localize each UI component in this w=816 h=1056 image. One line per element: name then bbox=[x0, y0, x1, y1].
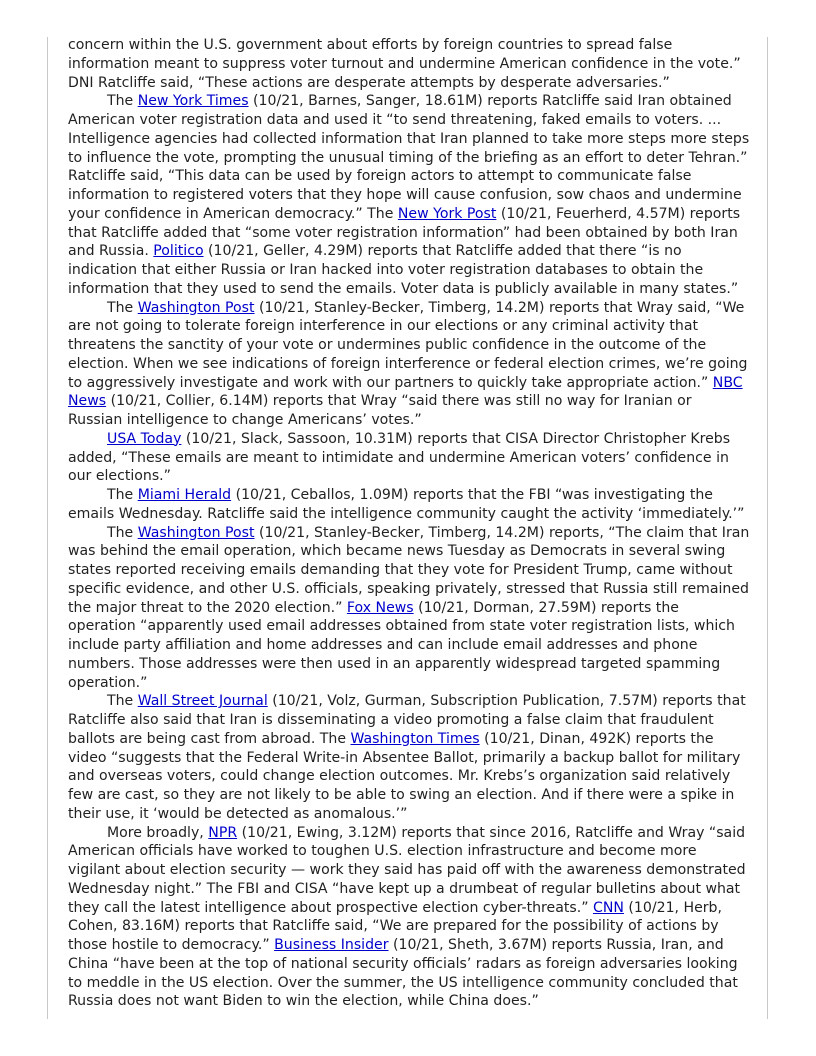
paragraph-text: (10/21, Ceballos, 1.09M) reports that the FBI “was investigating the emails Wednesday. Ratcliffe said the intelligence community caught the activity ‘immediately.’” bbox=[68, 487, 745, 522]
source-link[interactable]: Washington Times bbox=[350, 730, 480, 747]
paragraph bbox=[68, 524, 750, 693]
paragraph-text: (10/21, Ewing, 3.12M) reports that since 2016, Ratcliffe and Wray “said American officials have worked to toughen U.S. election infrastructure and become more vigilant about election security — work they said has paid off with the awareness demonstrated Wednesday night.” The FBI and CISA “have kept up a drumbeat of regular bulletins about what they call the latest intelligence about prospective election cyber-threats.” bbox=[68, 824, 746, 916]
paragraph-text: (10/21, Feuerherd, 4.57M) reports that Ratcliffe added that “some voter registration information” had been obtained by both Iran and Russia. bbox=[68, 205, 741, 260]
paragraph-text: The bbox=[107, 299, 138, 316]
document-body bbox=[68, 36, 750, 1011]
paragraph bbox=[68, 486, 750, 524]
paragraph-text: (10/21, Dinan, 492K) reports the video “suggests that the Federal Write-in Absentee Ballot, primarily a backup ballot for military and overseas voters, could change election outcomes. Mr. Krebs’s organization said relatively few are cast, so they are not likely to be able to swing an election. And if there were a spike in their use, it ‘would be detected as anomalous.’” bbox=[68, 730, 741, 822]
paragraph-text: (10/21, Geller, 4.29M) reports that Ratcliffe added that there “is no indication that either Russia or Iran hacked into voter registration databases to obtain the information that they used to send the emails. Voter data is publicly available in many states.” bbox=[68, 243, 739, 297]
paragraph-text: The bbox=[107, 93, 138, 110]
paragraph bbox=[68, 92, 750, 298]
source-link[interactable]: New York Post bbox=[397, 205, 497, 222]
source-link[interactable]: Wall Street Journal bbox=[137, 693, 268, 710]
source-link[interactable]: Business Insider bbox=[274, 937, 389, 953]
paragraph-text: The bbox=[107, 693, 138, 710]
source-link[interactable]: NPR bbox=[208, 824, 238, 841]
paragraph-text: The bbox=[107, 487, 138, 503]
paragraph-text: (10/21, Stanley-Becker, Timberg, 14.2M) reports, “The claim that Iran was behind the email operation, which became news Tuesday as Democrats in several swing states reported receiving emails demanding that they vote for President Trump, came without specific evidence, and other U.S. officials, speaking privately, stressed that Russia still remained the major threat to the 2020 election.” bbox=[68, 524, 750, 616]
source-link[interactable]: Washington Post bbox=[137, 524, 255, 541]
paragraph-text: (10/21, Collier, 6.14M) reports that Wray “said there was still no way for Iranian or Russian intelligence to change Americans’ votes.” bbox=[68, 393, 692, 428]
paragraph bbox=[68, 692, 750, 823]
paragraph bbox=[68, 824, 750, 1012]
source-link[interactable]: NBC News bbox=[68, 374, 743, 410]
paragraph-text: (10/21, Herb, Cohen, 83.16M) reports that Ratcliffe said, “We are prepared for the possibility of actions by those hostile to democracy.” bbox=[68, 899, 722, 953]
source-link[interactable]: Politico bbox=[153, 243, 204, 260]
paragraph bbox=[68, 36, 750, 92]
paragraph bbox=[68, 430, 750, 486]
right-margin-rule bbox=[767, 37, 768, 1019]
source-link[interactable]: CNN bbox=[593, 899, 624, 916]
paragraph-text: (10/21, Slack, Sassoon, 10.31M) reports that CISA Director Christopher Krebs added, “These emails are meant to intimidate and undermine American voters’ confidence in our elections.” bbox=[68, 430, 731, 485]
paragraph-text: (10/21, Barnes, Sanger, 18.61M) reports Ratcliffe said Iran obtained American voter registration data and used it “to send threatening, faked emails to voters. ... Intelligence agencies had collected information that Iran planned to take more steps more steps to influence the vote, prompting the unusual timing of the briefing as an effort to deter Tehran.” Ratcliffe said, “This data can be used by foreign actors to attempt to communicate false information to registered voters that they hope will cause confusion, sow chaos and undermine your confidence in American democracy.” The bbox=[68, 93, 750, 222]
paragraph-text: The bbox=[107, 524, 138, 541]
source-link[interactable]: Washington Post bbox=[137, 299, 255, 316]
source-link[interactable]: New York Times bbox=[137, 93, 249, 110]
source-link[interactable]: Miami Herald bbox=[137, 487, 232, 503]
paragraph-text: (10/21, Volz, Gurman, Subscription Publication, 7.57M) reports that Ratcliffe also said that Iran is disseminating a video promoting a false claim that fraudulent ballots are being cast from abroad. The bbox=[68, 693, 746, 747]
paragraph-text: (10/21, Sheth, 3.67M) reports Russia, Iran, and China “have been at the top of national security officials’ radars as foreign adversaries looking to meddle in the US election. Over the summer, the US intelligence community concluded that Russia does not want Biden to win the election, while China does.” bbox=[68, 937, 738, 1010]
left-margin-rule bbox=[47, 37, 48, 1019]
source-link[interactable]: USA Today bbox=[107, 430, 182, 447]
paragraph-text: concern within the U.S. government about efforts by foreign countries to spread false information meant to suppress voter turnout and undermine American confidence in the vote.” DNI Ratcliffe said, “These actions are desperate attempts by desperate adversaries.” bbox=[68, 37, 741, 91]
paragraph-text: More broadly, bbox=[107, 824, 209, 841]
paragraph bbox=[68, 299, 750, 430]
paragraph-text: (10/21, Dorman, 27.59M) reports the operation “apparently used email addresses obtained from state voter registration lists, which include party affiliation and home addresses and can include email addresses and phone numbers. Those addresses were then used in an apparently widespread targeted spamming operation.” bbox=[68, 599, 735, 691]
source-link[interactable]: Fox News bbox=[346, 599, 414, 616]
paragraph-text: (10/21, Stanley-Becker, Timberg, 14.2M) reports that Wray said, “We are not going to tolerate foreign interference in our elections or any criminal activity that threatens the sanctity of your vote or undermines public confidence in the outcome of the election. When we see indications of foreign interference or federal election crimes, we’re going to aggressively investigate and work with our partners to quickly take appropriate action.” bbox=[68, 299, 748, 391]
